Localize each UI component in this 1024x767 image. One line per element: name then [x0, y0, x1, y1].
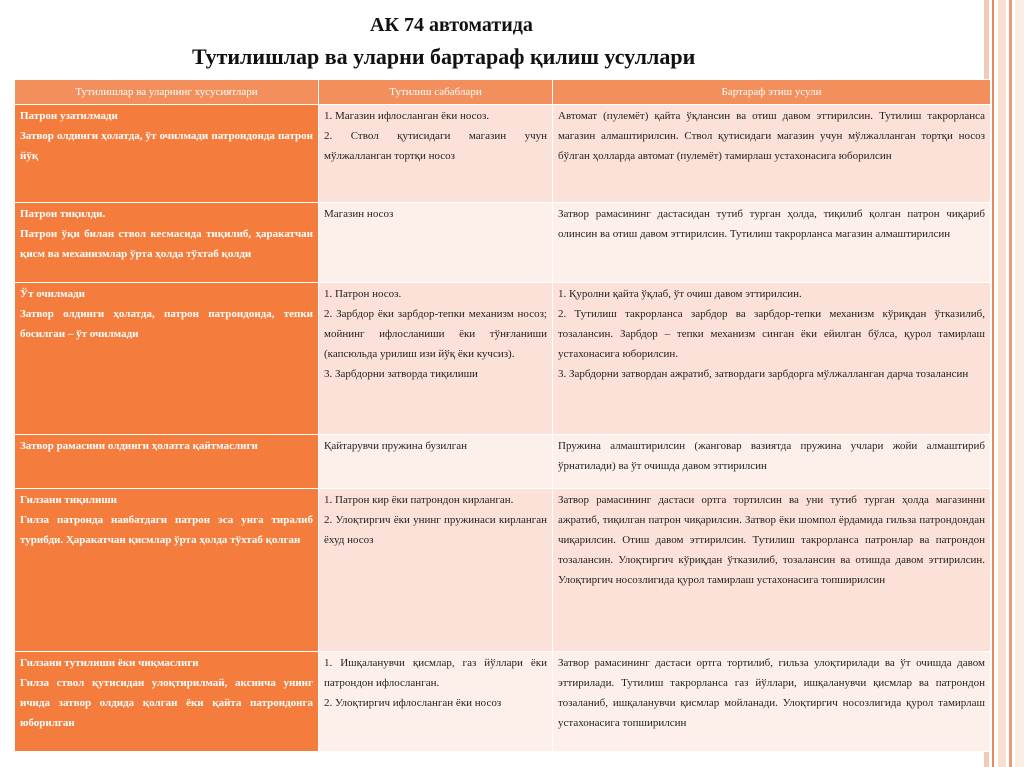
table-header-row [15, 80, 991, 105]
header-causes: Тутилиш сабаблари [319, 80, 553, 105]
header-problems: Тутилишлар ва уларнинг хусусиятлари [15, 80, 319, 105]
cause-cell: 1. Ишқаланувчи қисмлар, газ йўллари ёки патрондон ифлосланган. 2. Улоқтиргич ифлосланган ёки носоз [319, 652, 553, 752]
problem-cell: Ўт очилмади Затвор олдинги ҳолатда, патрон патрондонда, тепки босилган – ўт очилмади [15, 283, 319, 435]
problem-cell: Патрон тиқилди. Патрон ўқи билан ствол кесмасида тиқилиб, ҳаракатчан қисм ва механизмлар ўрта ҳолда тўхтаб қолди [15, 203, 319, 283]
page-title: АК 74 автоматида [370, 14, 533, 36]
problem-cell: Гилзани тутилиши ёки чиқмаслиги Гилза ствол қутисидан улоқтирилмай, аксинча унинг ичида затвор олдида қолган ёки қайта патрондонга юборилган [15, 652, 319, 752]
cause-cell: 1. Патрон носоз. 2. Зарбдор ёки зарбдор-тепки механизм носоз; мойнинг ифлосланиши ёки тўнғланиши (капсюльда урилиш изи йўқ ёки кучсиз). 3. Зарбдорни затворда тиқилиши [319, 283, 553, 435]
table-row [15, 283, 991, 435]
table-row [15, 435, 991, 489]
page-subtitle: Тутилишлар ва уларни бартараф қилиш усуллари [192, 44, 696, 69]
problem-cell: Патрон узатилмади Затвор олдинги ҳолатда, ўт очилмади патрондонда патрон йўқ [15, 105, 319, 203]
cause-cell: Магазин носоз [319, 203, 553, 283]
fix-cell: Пружина алмаштирилсин (жанговар вазиятда пружина учлари жойи алмаштириб ўрнатилади) ва ўт очишда давом эттирилсин [553, 435, 991, 489]
table-row [15, 652, 991, 752]
cause-cell: 1. Магазин ифлосланган ёки носоз. 2. Ствол қутисидаги магазин учун мўлжалланган тортқи носоз [319, 105, 553, 203]
cause-cell: Қайтарувчи пружина бузилган [319, 435, 553, 489]
table-row [15, 105, 991, 203]
problem-cell: Гилзани тиқилиши Гилза патронда навбатдаги патрон эса унга тиралиб турибди. Ҳаракатчан қисмлар ўрта ҳолда тўхтаб қолган [15, 489, 319, 652]
header-fix: Бартараф этиш усули [553, 80, 991, 105]
cause-cell: 1. Патрон кир ёки патрондон кирланган. 2. Улоқтиргич ёки унинг пружинаси кирланган ёхуд носоз [319, 489, 553, 652]
table-row [15, 489, 991, 652]
malfunctions-table [14, 79, 991, 752]
problem-cell: Затвор рамасини олдинги ҳолатга қайтмаслиги [15, 435, 319, 489]
fix-cell: Затвор рамасининг дастасидан тутиб турган ҳолда, тиқилиб қолган патрон чиқариб олинсин ва отиш давом эттирилсин. Тутилиш такрорланса магазин алмаштирилсин [553, 203, 991, 283]
table-row [15, 203, 991, 283]
fix-cell: Автомат (пулемёт) қайта ўқлансин ва отиш давом эттирилсин. Тутилиш такрорланса магазин алмаштирилсин. Ствол қутисидаги магазин учун мўлжалланган тортқи носоз бўлган ҳолларда автомат (пулемёт) тамирлаш устахонасига юборилсин [553, 105, 991, 203]
fix-cell: 1. Қуролни қайта ўқлаб, ўт очиш давом эттирилсин. 2. Тутилиш такрорланса зарбдор ва зарбдор-тепки механизм кўриқдан ўтказилиб, тозалансин. Зарбдор – тепки механизм синган ёки ейилган бўлса, қурол тамирлаш устахонасига юборилсин. 3. Зарбдорни затвордан ажратиб, затвордаги зарбдорга мўлжалланган дарча тозалансин [553, 283, 991, 435]
fix-cell: Затвор рамасининг дастаси ортга тортилиб, гильза улоқтирилади ва ўт очишда давом эттирилади. Тутилиш такрорланса газ йўллари, ишқаланувчи қисмлар ва патрондон тозаланиб, ишқаланувчи қисмлар мойланади. Улоқтиргич носозлигида қурол тамирлаш устахонасига топширилсин [553, 652, 991, 752]
fix-cell: Затвор рамасининг дастаси ортга тортилсин ва уни тутиб турган ҳолда магазинни ажратиб, тиқилган патрон чиқарилсин. Затвор ёки шомпол ёрдамида гильза патрондондан чиқарилсин. Отиш давом эттирилсин. Тутилиш такрорланса патронлар ва патрондон тозалансин. Улоқтиргич кўриқдан ўтказилиб, тозалансин ва отишда давом эттирилсин. Улоқтиргич носозлигида қурол тамирлаш устахонасига топширилсин [553, 489, 991, 652]
